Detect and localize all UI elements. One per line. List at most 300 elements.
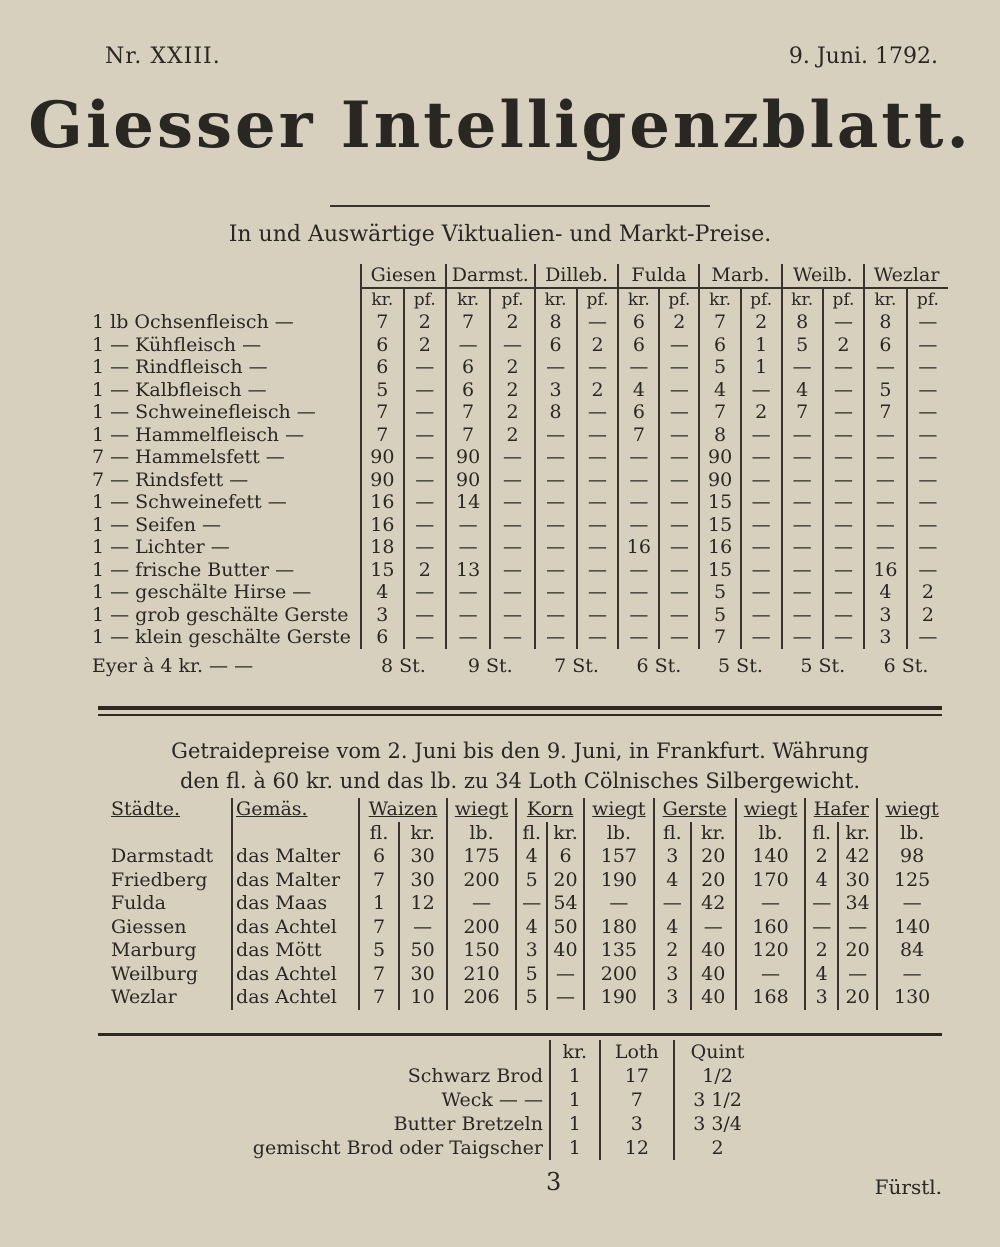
price-pf: — [577, 469, 619, 492]
grain-measure: das Mött [232, 939, 359, 963]
bread-rows [160, 1064, 760, 1160]
price-kr: 6 [361, 626, 404, 649]
sub-kr: kr. [838, 822, 877, 846]
price-pf: — [490, 491, 534, 514]
price-pf: — [823, 604, 864, 627]
market-item-label: 1 — Lichter — [92, 536, 230, 559]
unit-pf: pf. [490, 288, 534, 312]
price-pf: — [907, 446, 948, 469]
weight-lb: 130 [877, 986, 946, 1010]
price-kr: 6 [446, 356, 491, 379]
price-pf: 2 [404, 334, 446, 357]
price-kr: — [864, 469, 907, 492]
bread-kr: 1 [550, 1112, 600, 1136]
price-kr: 3 [535, 379, 577, 402]
price-kr: 20 [691, 869, 736, 893]
weight-lb: 190 [584, 869, 654, 893]
price-kr: 3 [361, 604, 404, 627]
price-pf: — [577, 604, 619, 627]
price-kr: 16 [618, 536, 659, 559]
price-kr: — [446, 604, 491, 627]
weight-lb: — [584, 892, 654, 916]
price-kr: 40 [691, 939, 736, 963]
price-kr: 12 [399, 892, 447, 916]
price-kr: 5 [361, 379, 404, 402]
market-row [90, 469, 948, 492]
grain-row [108, 986, 946, 1010]
price-kr: 3 [864, 604, 907, 627]
price-pf: — [823, 311, 864, 334]
unit-header-row [90, 288, 948, 312]
city-header: Dilleb. [535, 264, 619, 288]
price-kr: 54 [547, 892, 584, 916]
price-kr: 8 [699, 424, 740, 447]
market-item-label: 7 — Hammelsfett — [92, 446, 285, 469]
price-pf: 2 [907, 604, 948, 627]
price-kr: 6 [547, 845, 584, 869]
price-kr: 5 [699, 356, 740, 379]
col-city: Städte. [111, 798, 181, 821]
price-kr: — [535, 446, 577, 469]
price-kr: 8 [864, 311, 907, 334]
price-kr: — [618, 626, 659, 649]
price-pf: — [577, 626, 619, 649]
market-item-label: 1 — Seifen — [92, 513, 222, 536]
price-kr: — [782, 604, 823, 627]
price-kr: 20 [691, 845, 736, 869]
unit-kr: kr. [535, 288, 577, 312]
price-fl: 2 [654, 939, 691, 963]
market-item-label: 1 — Rindfleisch — [92, 356, 268, 379]
price-kr: 15 [361, 559, 404, 582]
unit-pf: pf. [404, 288, 446, 312]
price-pf: — [404, 356, 446, 379]
price-fl: 3 [654, 986, 691, 1010]
price-pf: — [490, 559, 534, 582]
price-pf: — [659, 604, 699, 627]
price-pf: — [577, 424, 619, 447]
price-pf: — [659, 514, 699, 537]
price-kr: — [547, 963, 584, 987]
weight-lb: 84 [877, 939, 946, 963]
grain-measure: das Achtel [232, 963, 359, 987]
price-kr: — [782, 491, 823, 514]
price-fl: 3 [516, 939, 547, 963]
unit-kr: kr. [699, 288, 740, 312]
price-kr: — [864, 424, 907, 447]
price-pf: — [659, 626, 699, 649]
col-barley: Gerste [654, 798, 736, 822]
price-pf: — [823, 401, 864, 424]
price-fl: 7 [359, 963, 398, 987]
price-pf: — [404, 446, 446, 469]
price-kr: 4 [699, 379, 740, 402]
market-row [90, 536, 948, 559]
price-kr: — [618, 559, 659, 582]
price-pf: — [659, 581, 699, 604]
grain-measure: das Malter [232, 845, 359, 869]
price-pf: — [907, 626, 948, 649]
price-kr: 50 [399, 939, 447, 963]
weight-lb: 200 [447, 916, 517, 940]
weight-lb: 175 [447, 845, 517, 869]
market-item-label: 1 — Hammelfleisch — [92, 423, 305, 446]
grain-heading-line: Getraidepreise vom 2. Juni bis den 9. Juni, in Frankfurt. Währung [171, 739, 869, 763]
grain-row [108, 892, 946, 916]
price-fl: 3 [654, 963, 691, 987]
price-kr: — [535, 491, 577, 514]
grain-subheader-row [108, 822, 946, 846]
unit-pf: pf. [741, 288, 782, 312]
price-pf: — [741, 536, 782, 559]
price-kr: 40 [547, 939, 584, 963]
price-pf: — [490, 626, 534, 649]
grain-city: Marburg [111, 939, 197, 962]
price-pf: — [659, 379, 699, 402]
price-kr: — [691, 916, 736, 940]
price-fl: 4 [516, 916, 547, 940]
unit-kr: kr. [446, 288, 491, 312]
price-kr: 40 [691, 963, 736, 987]
market-row [90, 604, 948, 627]
price-pf: — [404, 491, 446, 514]
grain-row [108, 869, 946, 893]
grain-city: Wezlar [111, 986, 177, 1009]
eggs-count: 5 St. [800, 654, 846, 677]
price-fl: 3 [805, 986, 838, 1010]
bread-quint: 1/2 [674, 1064, 760, 1088]
price-kr: 7 [864, 401, 907, 424]
price-pf: — [659, 356, 699, 379]
grain-prices-heading [90, 736, 950, 796]
price-kr: — [864, 356, 907, 379]
price-kr: — [864, 514, 907, 537]
price-kr: — [399, 916, 447, 940]
sub-fl: fl. [516, 822, 547, 846]
bread-quint: 2 [674, 1136, 760, 1160]
price-kr: 13 [446, 559, 491, 582]
price-pf: — [823, 356, 864, 379]
price-pf: 2 [907, 581, 948, 604]
weight-lb: — [877, 963, 946, 987]
price-pf: — [404, 581, 446, 604]
price-pf: — [741, 379, 782, 402]
price-pf: — [823, 424, 864, 447]
price-kr: — [618, 469, 659, 492]
unit-pf: pf. [659, 288, 699, 312]
price-pf: — [907, 334, 948, 357]
price-kr: 20 [838, 939, 877, 963]
grain-heading-line: den fl. à 60 kr. und das lb. zu 34 Loth Cölnisches Silbergewicht. [179, 769, 861, 793]
market-row [90, 424, 948, 447]
price-kr: 5 [699, 581, 740, 604]
price-kr: 90 [446, 469, 491, 492]
market-row [90, 379, 948, 402]
item-header-spacer [90, 288, 361, 312]
market-row [90, 356, 948, 379]
weight-lb: 200 [447, 869, 517, 893]
price-pf: — [659, 446, 699, 469]
col-wheat: Waizen [359, 798, 446, 822]
price-kr: 15 [699, 559, 740, 582]
weight-lb: 150 [447, 939, 517, 963]
issue-number: Nr. XXIII. [105, 44, 221, 69]
price-kr: — [618, 356, 659, 379]
col-weight: wiegt [877, 798, 946, 822]
masthead-title: Giesser Intelligenzblatt. [28, 88, 972, 163]
price-kr: — [864, 446, 907, 469]
catchword: Fürstl. [874, 1175, 942, 1199]
grain-city: Giessen [111, 915, 187, 938]
price-kr: — [618, 491, 659, 514]
price-pf: — [577, 559, 619, 582]
sub-kr: kr. [399, 822, 447, 846]
city-header: Giesen [361, 264, 446, 288]
price-pf: — [741, 559, 782, 582]
grain-city: Weilburg [111, 962, 199, 985]
unit-pf: pf. [907, 288, 948, 312]
grain-row [108, 916, 946, 940]
price-fl: 6 [359, 845, 398, 869]
price-kr: 40 [691, 986, 736, 1010]
bread-header-spacer [160, 1040, 550, 1064]
price-kr: 20 [838, 986, 877, 1010]
col-measure: Gemäs. [232, 798, 359, 822]
price-kr: 6 [361, 356, 404, 379]
price-kr: 6 [361, 334, 404, 357]
price-pf: — [490, 514, 534, 537]
bread-loth: 7 [600, 1088, 675, 1112]
price-pf: — [490, 536, 534, 559]
price-kr: — [535, 514, 577, 537]
grain-row [108, 845, 946, 869]
price-kr: — [446, 514, 491, 537]
price-pf: — [404, 536, 446, 559]
page-signature: 3 [546, 1168, 562, 1196]
price-kr: 90 [361, 446, 404, 469]
price-kr: — [838, 916, 877, 940]
eggs-row [90, 649, 948, 678]
weight-lb: — [447, 892, 517, 916]
price-fl: 4 [516, 845, 547, 869]
price-kr: — [535, 626, 577, 649]
issue-date: 9. Juni. 1792. [788, 44, 938, 69]
price-kr: 20 [547, 869, 584, 893]
market-row [90, 446, 948, 469]
price-kr: — [535, 536, 577, 559]
price-kr: 7 [361, 424, 404, 447]
price-pf: — [907, 379, 948, 402]
price-pf: — [823, 626, 864, 649]
grain-prices-table [108, 798, 946, 1010]
market-row [90, 491, 948, 514]
bread-loth: 17 [600, 1064, 675, 1088]
price-kr: 6 [618, 311, 659, 334]
city-header: Weilb. [782, 264, 865, 288]
bread-row [160, 1112, 760, 1136]
grain-row [108, 939, 946, 963]
price-fl: 7 [359, 986, 398, 1010]
price-pf: — [741, 424, 782, 447]
unit-pf: pf. [577, 288, 619, 312]
grain-measure: das Achtel [232, 916, 359, 940]
price-kr: — [535, 356, 577, 379]
price-pf: — [659, 424, 699, 447]
price-pf: — [741, 514, 782, 537]
price-pf: 2 [490, 424, 534, 447]
price-kr: 8 [535, 401, 577, 424]
price-kr: 90 [699, 469, 740, 492]
col-weight: wiegt [584, 798, 654, 822]
price-kr: 5 [699, 604, 740, 627]
price-pf: — [659, 559, 699, 582]
bread-row [160, 1064, 760, 1088]
price-pf: — [907, 356, 948, 379]
divider-thin [98, 714, 942, 716]
price-kr: 6 [864, 334, 907, 357]
bread-row [160, 1088, 760, 1112]
price-pf: 2 [577, 334, 619, 357]
eggs-count: 8 St. [381, 654, 426, 677]
price-pf: 2 [577, 379, 619, 402]
price-fl: 7 [359, 869, 398, 893]
bread-kr: 1 [550, 1064, 600, 1088]
price-kr: 7 [446, 311, 491, 334]
col-loth: Loth [600, 1040, 675, 1064]
price-kr: 7 [782, 401, 823, 424]
item-header-spacer [90, 264, 361, 288]
price-kr: — [782, 581, 823, 604]
price-kr: — [547, 986, 584, 1010]
weight-lb: 190 [584, 986, 654, 1010]
price-kr: — [446, 626, 491, 649]
price-pf: — [659, 536, 699, 559]
price-pf: 2 [490, 356, 534, 379]
price-kr: 7 [361, 311, 404, 334]
price-fl: 5 [516, 869, 547, 893]
price-kr: 7 [699, 401, 740, 424]
weight-lb: 135 [584, 939, 654, 963]
price-kr: 6 [699, 334, 740, 357]
weight-lb: 170 [736, 869, 806, 893]
price-kr: — [535, 559, 577, 582]
bread-item: Schwarz Brod [407, 1065, 543, 1087]
eggs-count: 6 St. [636, 654, 682, 677]
price-kr: — [782, 626, 823, 649]
price-kr: 6 [618, 401, 659, 424]
price-pf: 2 [741, 311, 782, 334]
price-kr: — [782, 514, 823, 537]
price-kr: 6 [618, 334, 659, 357]
price-pf: — [907, 311, 948, 334]
price-kr: — [782, 469, 823, 492]
weight-lb: — [877, 892, 946, 916]
price-kr: 5 [864, 379, 907, 402]
price-pf: 2 [404, 559, 446, 582]
unit-kr: kr. [782, 288, 823, 312]
price-pf: — [404, 514, 446, 537]
bread-item: gemischt Brod oder Taigscher [252, 1137, 543, 1159]
price-fl: 5 [516, 986, 547, 1010]
price-kr: 4 [782, 379, 823, 402]
grain-rows [108, 845, 946, 1010]
weight-lb: 168 [736, 986, 806, 1010]
price-pf: — [577, 581, 619, 604]
price-kr: 30 [838, 869, 877, 893]
title-rule [330, 205, 710, 207]
price-pf: — [741, 581, 782, 604]
price-pf: — [907, 559, 948, 582]
bread-loth: 3 [600, 1112, 675, 1136]
price-pf: — [577, 446, 619, 469]
price-kr: 10 [399, 986, 447, 1010]
price-pf: 1 [741, 334, 782, 357]
price-fl: 1 [359, 892, 398, 916]
price-kr: 15 [699, 491, 740, 514]
sub-fl: fl. [805, 822, 838, 846]
price-fl: — [516, 892, 547, 916]
price-kr: 4 [864, 581, 907, 604]
weight-lb: — [736, 892, 806, 916]
price-fl: — [805, 892, 838, 916]
price-pf: — [404, 424, 446, 447]
price-kr: — [838, 963, 877, 987]
grain-measure: das Maas [232, 892, 359, 916]
market-prices-table [90, 264, 948, 677]
price-kr: — [535, 424, 577, 447]
grain-city: Darmstadt [111, 845, 214, 868]
sub-fl: fl. [359, 822, 398, 846]
bread-row [160, 1136, 760, 1160]
price-kr: — [618, 446, 659, 469]
price-kr: — [618, 514, 659, 537]
price-kr: — [864, 491, 907, 514]
price-kr: 7 [699, 311, 740, 334]
col-rye: Korn [516, 798, 584, 822]
price-kr: 16 [361, 514, 404, 537]
weight-lb: 140 [736, 845, 806, 869]
unit-kr: kr. [864, 288, 907, 312]
city-header: Marb. [699, 264, 781, 288]
price-pf: — [577, 401, 619, 424]
price-pf: — [577, 356, 619, 379]
subheader-spacer [108, 822, 232, 846]
market-row [90, 311, 948, 334]
price-kr: — [618, 604, 659, 627]
price-pf: — [490, 469, 534, 492]
price-pf: — [490, 334, 534, 357]
price-pf: 2 [659, 311, 699, 334]
price-pf: — [823, 581, 864, 604]
grain-measure: das Malter [232, 869, 359, 893]
price-kr: — [782, 559, 823, 582]
market-item-label: 1 — Schweinefett — [92, 491, 287, 514]
price-pf: — [907, 514, 948, 537]
price-kr: 18 [361, 536, 404, 559]
grain-table-bottom-rule [98, 1033, 942, 1036]
price-kr: — [535, 469, 577, 492]
weight-lb: 98 [877, 845, 946, 869]
weight-lb: 210 [447, 963, 517, 987]
bread-quint: 3 1/2 [674, 1088, 760, 1112]
price-fl: 5 [516, 963, 547, 987]
col-quint: Quint [674, 1040, 760, 1064]
price-pf: — [404, 401, 446, 424]
price-pf: 1 [741, 356, 782, 379]
price-fl: 4 [654, 916, 691, 940]
col-weight: wiegt [447, 798, 517, 822]
price-fl: 7 [359, 916, 398, 940]
